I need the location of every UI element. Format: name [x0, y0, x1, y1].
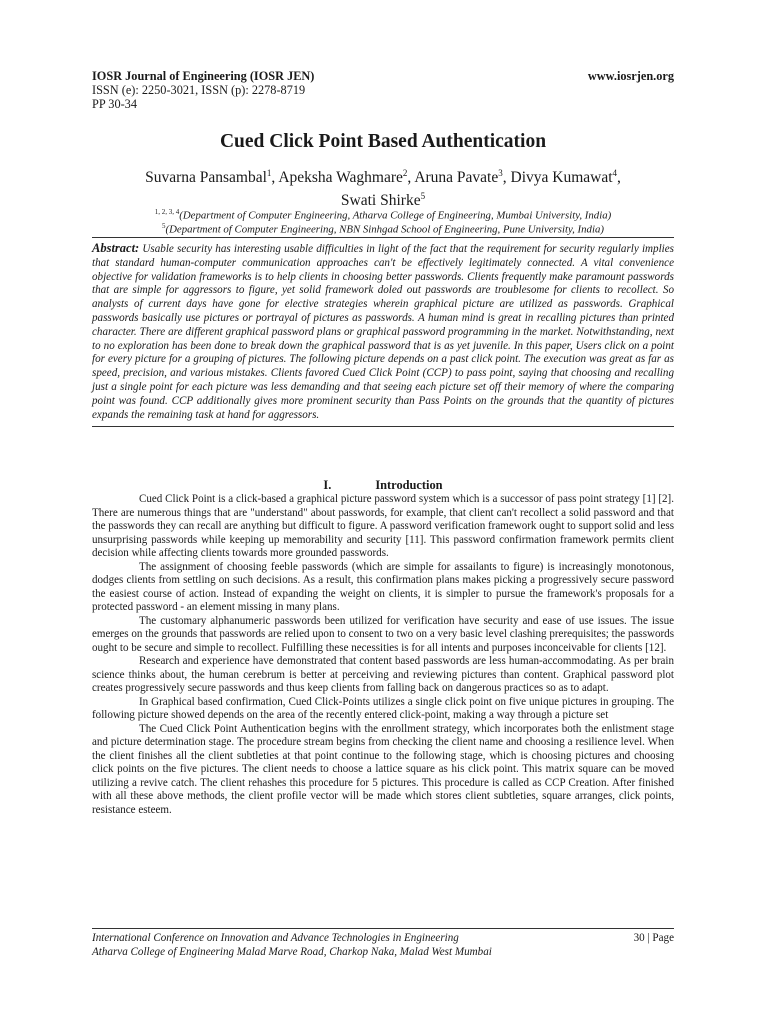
journal-name: IOSR Journal of Engineering (IOSR JEN): [92, 69, 315, 83]
author-index: 5: [420, 191, 426, 202]
abstract-text: Usable security has interesting usable difficulties in light of the fact that the requirement for security regularly implies that standard human-computer communication approaches can't be effectively legitimately connected. A vital convenience objective for validation frameworks is to help clients in choosing better passwords. Clients frequently make paramount passwords that are simple for aggressors to figure, yet solid framework doled out passwords are troublesome for clients to recollect. So analysts of current days have gone for elective strategies wherein graphical picture are utilized as passwords. Graphical passwords basically use pictures or portrayal of pictures as passwords. A human mind is great in recalling pictures than printed character. There are different graphical password plans or graphical password programming in the market. Notwithstanding, next to no exploration has been done to break down the graphical password that is as yet juvenile. In this paper, Users click on a point for every picture for a grouping of pictures. The following picture depends on a past click point. The execution was great as far as speed, precision, and various mistakes. Clients favored Cued Click Point (CCP) to pass point, saying that choosing and recalling just a single point for each picture was less demanding and that seeing each picture set off their memory of where the comparing point was found. CCP additionally gives more prominent security than Pass Points on the grounds that the quantity of pictures expands the remaining task at hand for aggressors.: [92, 243, 674, 421]
author-index: 1: [266, 168, 272, 178]
affiliation: [92, 220, 674, 237]
paper-title: Cued Click Point Based Authentication: [219, 131, 547, 152]
journal-website[interactable]: www.iosrjen.org: [587, 69, 674, 83]
author-index: 2: [402, 168, 408, 178]
affiliation-text: (Department of Computer Engineering, Atharva College of Engineering, Mumbai University, India): [179, 209, 612, 222]
affiliation-text: (Department of Computer Engineering, NBN Sinhgad School of Engineering, Pune University, India): [165, 223, 604, 236]
author-index: 3: [498, 168, 503, 178]
footer-address: Atharva College of Engineering Malad Marve Road, Charkop Naka, Malad West Mumbai: [92, 946, 492, 958]
affiliation-index: 5: [162, 222, 166, 230]
page-number: 30 | Page: [633, 932, 674, 944]
abstract: [92, 237, 674, 427]
section-heading: [92, 478, 674, 493]
page-footer: [92, 928, 674, 959]
journal-pages: PP 30-34: [92, 97, 137, 111]
footer-conference: International Conference on Innovation and Advance Technologies in Engineering: [92, 932, 459, 944]
body-paragraph: Research and experience have demonstrated that content based passwords are less human-accommodating. As per brain science thinks about, the human cerebrum is better at perceiving and reviewing pictures than content. Graphical password plot creates progressively secure passwords and thus keep clients from falling back on dangerous practices so as to adapt.: [92, 655, 674, 694]
body-paragraph: The Cued Click Point Authentication begins with the enrollment strategy, which incorporates both the enlistment stage and picture determination stage. The procedure stream begins from checking the client name and choosing a resilience level. When the client finishes all the client subtleties at that point continue to the following stage, which is choosing pictures and choosing click points on the five pictures. The client needs to choose a lattice square as his click point. This matrix square can be moved utilizing a revive catch. The client rehashes this procedure for 5 pictures. This procedure is called as CCP Creation. After finished with all these above methods, the client profile vector will be made which stores client subtleties, square arranges, click points, resistance esteem.: [92, 722, 674, 816]
section-number: I.: [323, 478, 332, 492]
body-paragraph: Cued Click Point is a click-based a graphical picture password system which is a successor of pass point strategy [1] [2]. There are numerous things that are "understand" about passwords, for example, that client can't recollect a solid password and that the passwords they can recall are anything but difficult to figure. A password verification framework ought to support solid and less unsurprising passwords while keeping up memorability and security [11]. This password confirmation framework permits client decision while affecting clients towards more grounded passwords.: [92, 493, 674, 559]
body-paragraph: The customary alphanumeric passwords been utilized for verification have security and ease of use issues. The issue emerges on the grounds that passwords are relied upon to consent to two on a very basic level clashing prerequisites; the passwords ought to be secure and simple to recollect. Fulfilling these necessities is for all intents and purposes inconceivable for clients [12].: [92, 614, 674, 654]
journal-issn: ISSN (e): 2250-3021, ISSN (p): 2278-8719: [92, 83, 306, 97]
abstract-label: Abstract:: [92, 241, 140, 255]
body-paragraph: In Graphical based confirmation, Cued Click-Points utilizes a single click point on five unique pictures in grouping. The following picture showed depends on the area of the recently entered click-point, making a way through a picture set: [92, 695, 674, 721]
affiliation-index: 1, 2, 3, 4: [154, 208, 180, 216]
author-name: Suvarna Pansambal: [145, 169, 267, 187]
author-index: 4: [612, 168, 618, 178]
author-name: Apeksha Waghmare: [278, 169, 403, 187]
author-name: Swati Shirke: [340, 192, 421, 210]
author-name: Aruna Pavate: [414, 169, 499, 187]
journal-header: [92, 69, 674, 111]
author-name: Divya Kumawat: [510, 169, 613, 187]
body-paragraph: The assignment of choosing feeble passwords (which are simple for assailants to figure) is increasingly monotonous, dodges clients from settling on such decisions. As a result, this confirmation plans makes picking a progressively secure password the easiest course of action. Instead of expanding the weight on clients, it is simpler to pursue the framework's proposals for a protected password - an element missing in many plans.: [92, 560, 674, 613]
section-title: Introduction: [375, 478, 443, 492]
author-list: Suvarna Pansambal$^1$, Apeksha Waghmare$^2$, Aruna Pavate$^3$, Divya Kumawat$^4$, Swati Shirke$^5$: [145, 168, 621, 210]
section-body: [92, 493, 674, 817]
